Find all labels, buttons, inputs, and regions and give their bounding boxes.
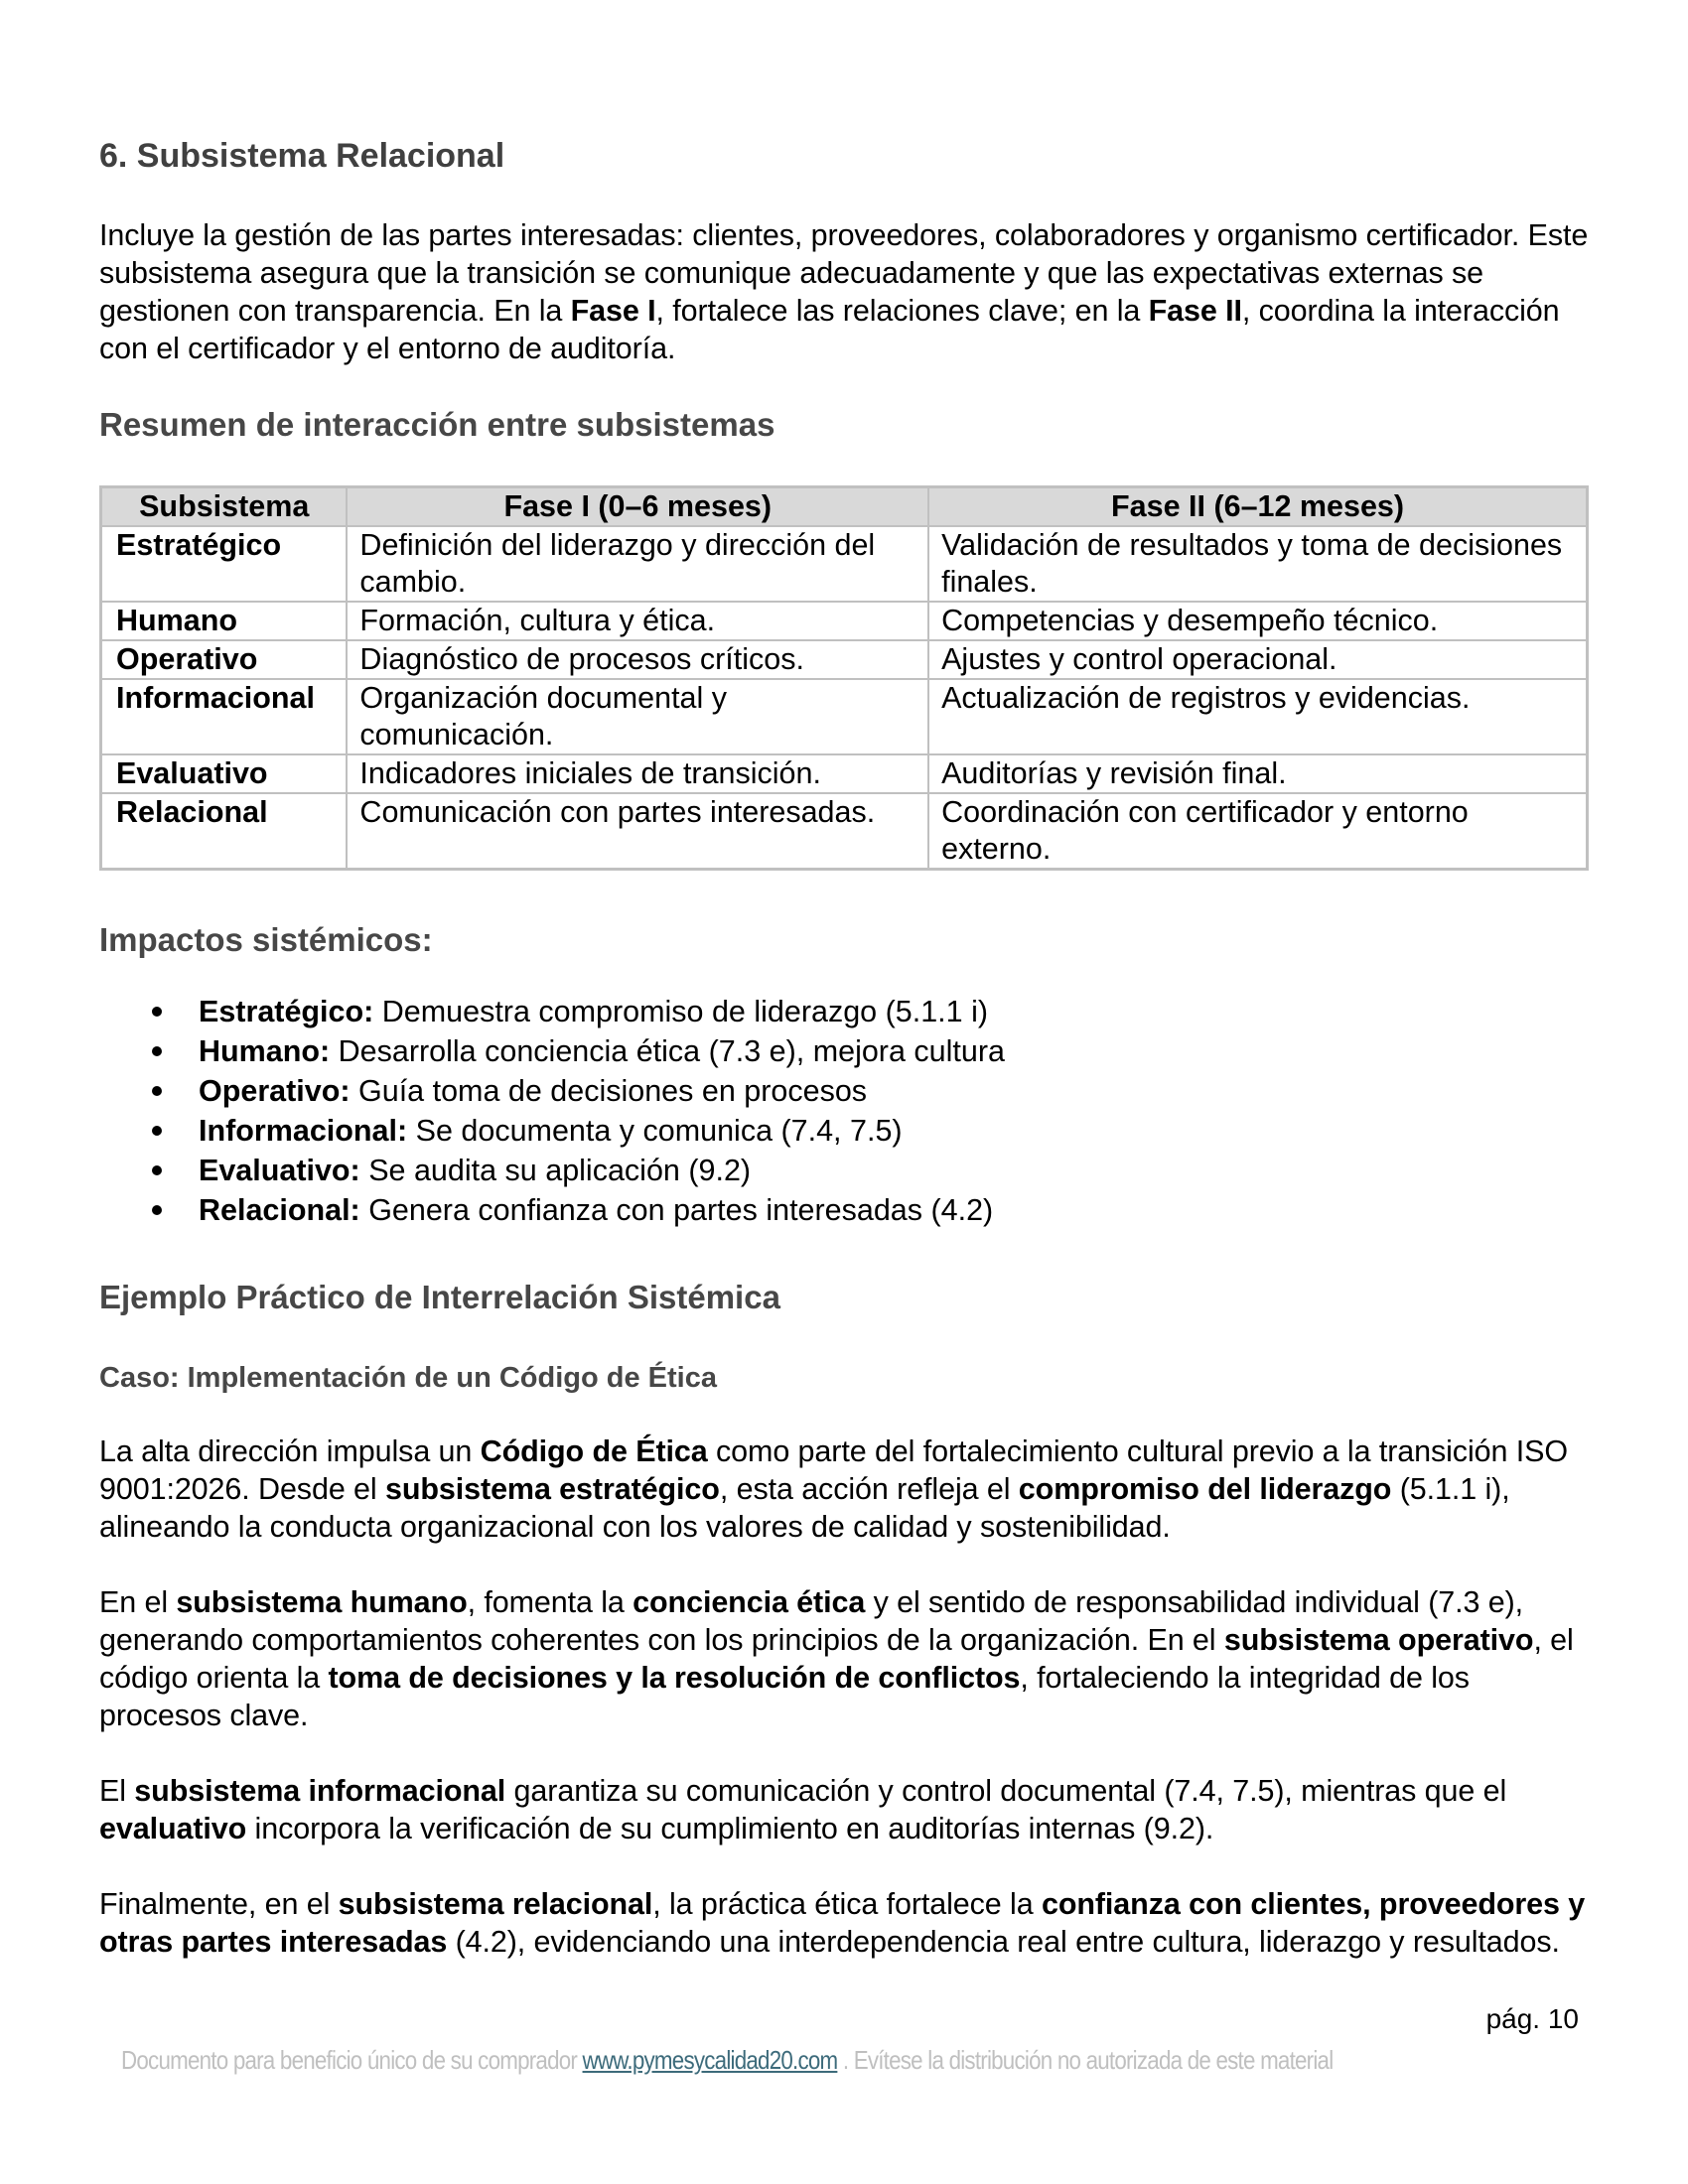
footer-text: Documento para beneficio único de su comprador — [121, 2045, 583, 2075]
summary-title: Resumen de interacción entre subsistemas — [99, 406, 775, 443]
row-fase2: Ajustes y control operacional. — [928, 640, 1587, 679]
paragraph-bold: evaluativo — [99, 1812, 247, 1845]
paragraph-text: (5.1.1 i), alineando la conducta organizacional con los valores de calidad y sostenibilidad. — [99, 1472, 1510, 1544]
case-title: Caso: Implementación de un Código de Ética — [99, 1362, 717, 1394]
footer-notice — [121, 2045, 1333, 2076]
paragraph-bold: subsistema operativo — [1223, 1623, 1534, 1657]
paragraph-text: y el sentido de responsabilidad individual (7.3 e), generando comportamientos coherentes con los principios de la organización. En el — [99, 1585, 1524, 1657]
bullet-icon — [152, 1007, 162, 1017]
row-fase2: Auditorías y revisión final. — [928, 754, 1587, 793]
bullet-icon — [152, 1165, 162, 1175]
paragraph-text: incorpora la verificación de su cumplimiento en auditorías internas (9.2). — [246, 1812, 1214, 1845]
paragraph-text: , fomenta la — [467, 1585, 633, 1619]
paragraph-bold: subsistema humano — [176, 1585, 468, 1619]
impact-label: Informacional: — [199, 1114, 408, 1148]
row-fase1: Formación, cultura y ética. — [347, 602, 928, 640]
intro-bold-fase2: Fase II — [1148, 294, 1242, 328]
paragraph-bold: confianza con clientes, proveedores y otras partes interesadas — [99, 1887, 1586, 1959]
table-row — [101, 640, 1588, 679]
impact-label: Relacional: — [199, 1193, 360, 1227]
intro-text: Incluye la gestión de las partes interesadas: clientes, proveedores, colaboradores y organismo certificador. Este subsistema asegura que la transición se comunique adecuadamente y que las expectativas externas se gestionen con transparencia. En la — [99, 218, 1589, 328]
impact-label: Operativo: — [199, 1074, 351, 1108]
example-paragraph-4 — [99, 1885, 1589, 1961]
row-name: Operativo — [101, 640, 348, 679]
impact-label: Estratégico: — [199, 995, 374, 1028]
section-title: 6. Subsistema Relacional — [99, 137, 505, 175]
impact-text: Genera confianza con partes interesadas (4.2) — [359, 1193, 994, 1227]
intro-paragraph — [99, 216, 1589, 367]
paragraph-text: , el código orienta la — [99, 1623, 1574, 1695]
row-fase2: Competencias y desempeño técnico. — [928, 602, 1587, 640]
row-name: Humano — [101, 602, 348, 640]
row-fase1: Organización documental y comunicación. — [347, 679, 928, 754]
bullet-icon — [152, 1205, 162, 1215]
paragraph-text: (4.2), evidenciando una interdependencia real entre cultura, liderazgo y resultados. — [447, 1925, 1560, 1959]
row-fase1: Indicadores iniciales de transición. — [347, 754, 928, 793]
impacts-title: Impactos sistémicos: — [99, 921, 433, 958]
paragraph-text: En el — [99, 1585, 177, 1619]
paragraph-text: , esta acción refleja el — [719, 1472, 1019, 1506]
paragraph-text: , la práctica ética fortalece la — [652, 1887, 1042, 1921]
bullet-icon — [152, 1126, 162, 1136]
row-fase2: Actualización de registros y evidencias. — [928, 679, 1587, 754]
paragraph-bold: Código de Ética — [480, 1434, 708, 1468]
summary-table — [99, 485, 1589, 871]
row-name: Estratégico — [101, 526, 348, 602]
row-name: Evaluativo — [101, 754, 348, 793]
row-fase2: Validación de resultados y toma de decisiones finales. — [928, 526, 1587, 602]
paragraph-text: Finalmente, en el — [99, 1887, 339, 1921]
row-fase1: Comunicación con partes interesadas. — [347, 793, 928, 870]
paragraph-text: como parte del fortalecimiento cultural previo a la transición ISO 9001:2026. Desde el — [99, 1434, 1568, 1506]
intro-text: , coordina la interacción con el certificador y el entorno de auditoría. — [99, 294, 1560, 365]
example-paragraph-2 — [99, 1583, 1589, 1734]
paragraph-bold: subsistema estratégico — [384, 1472, 720, 1506]
paragraph-text: El — [99, 1774, 135, 1808]
header-fase1: Fase I (0–6 meses) — [347, 487, 928, 527]
table-row — [101, 526, 1588, 602]
impact-label: Evaluativo: — [199, 1154, 360, 1187]
impact-label: Humano: — [199, 1034, 331, 1068]
list-item — [99, 1071, 1589, 1111]
list-item — [99, 1151, 1589, 1190]
table-row — [101, 754, 1588, 793]
example-paragraph-1 — [99, 1433, 1589, 1546]
paragraph-bold: conciencia ética — [633, 1585, 866, 1619]
list-item — [99, 992, 1589, 1031]
table-row — [101, 793, 1588, 870]
list-item — [99, 1190, 1589, 1230]
row-fase1: Definición del liderazgo y dirección del cambio. — [347, 526, 928, 602]
list-item — [99, 1031, 1589, 1071]
paragraph-text: garantiza su comunicación y control documental (7.4, 7.5), mientras que el — [505, 1774, 1507, 1808]
example-paragraph-3 — [99, 1772, 1589, 1847]
paragraph-bold: subsistema relacional — [338, 1887, 653, 1921]
paragraph-bold: compromiso del liderazgo — [1018, 1472, 1392, 1506]
impact-text: Demuestra compromiso de liderazgo (5.1.1 i) — [373, 995, 989, 1028]
row-fase2: Coordinación con certificador y entorno externo. — [928, 793, 1587, 870]
page-number: pág. 10 — [1485, 2003, 1579, 2034]
table-row — [101, 602, 1588, 640]
header-subsistema: Subsistema — [101, 487, 348, 527]
paragraph-text: , fortaleciendo la integridad de los procesos clave. — [99, 1661, 1470, 1732]
example-title: Ejemplo Práctico de Interrelación Sistémica — [99, 1279, 780, 1315]
footer-text: . Evítese la distribución no autorizada de este material — [837, 2045, 1334, 2075]
impact-text: Se documenta y comunica (7.4, 7.5) — [407, 1114, 903, 1148]
intro-text: , fortalece las relaciones clave; en la — [655, 294, 1149, 328]
table-header-row — [101, 487, 1588, 527]
impact-text: Desarrolla conciencia ética (7.3 e), mejora cultura — [330, 1034, 1005, 1068]
row-name: Relacional — [101, 793, 348, 870]
paragraph-bold: subsistema informacional — [134, 1774, 506, 1808]
row-name: Informacional — [101, 679, 348, 754]
impact-text: Se audita su aplicación (9.2) — [359, 1154, 752, 1187]
intro-bold-fase1: Fase I — [570, 294, 656, 328]
impact-text: Guía toma de decisiones en procesos — [350, 1074, 868, 1108]
paragraph-bold: toma de decisiones y la resolución de conflictos — [328, 1661, 1021, 1695]
bullet-icon — [152, 1086, 162, 1096]
header-fase2: Fase II (6–12 meses) — [928, 487, 1587, 527]
impacts-list — [99, 992, 1589, 1230]
table-row — [101, 679, 1588, 754]
row-fase1: Diagnóstico de procesos críticos. — [347, 640, 928, 679]
paragraph-text: La alta dirección impulsa un — [99, 1434, 481, 1468]
list-item — [99, 1111, 1589, 1151]
footer-link[interactable]: www.pymesycalidad20.com — [582, 2045, 838, 2075]
bullet-icon — [152, 1046, 162, 1056]
